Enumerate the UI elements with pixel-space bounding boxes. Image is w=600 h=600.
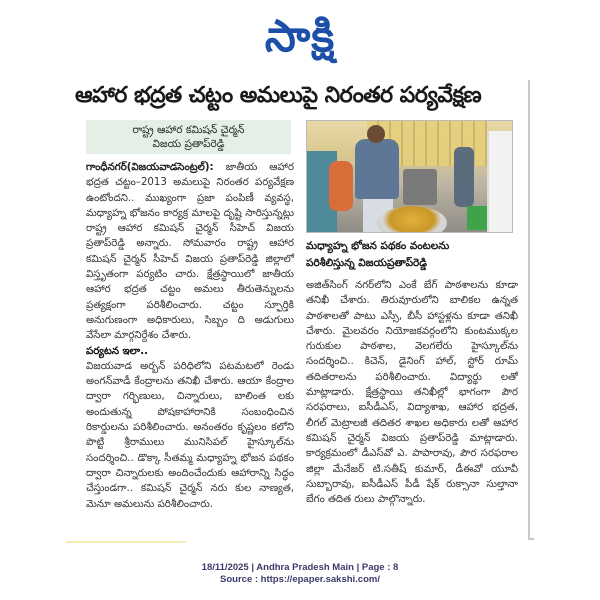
body-paragraph-3: అజిత్‌సింగ్ నగర్‌లోని ఎంకే బేగ్ పాఠశాలను కూడా తనిఖీ చేశారు. తిరువూరులోని బాలికల ఉన్నత పాఠశాలతో పాటు ఎస్సీ, బీసీ హాస్టళ్లను కూడా తనిఖీ చేశారు. మైలవరం నియోజకవర్గంలోని కుంటముక్కల గురుకుల పాఠశాల, వెలగలేరు హైస్కూల్‌ను సందర్శించి.. కిచెన్, డైనింగ్ హాల్, స్టోర్ రూమ్ తదితరాలను పరిశీలించారు. విద్యార్థు లతో మాట్లాడారు. క్షేత్రస్థాయి తనిఖీల్లో భాగంగా పౌర సరఫరాలు, ఐసీడీఎస్, విద్యాశాఖ, ఆహార భద్రత, లీగల్ మెట్రాలజీ తదితర శాఖల అధికారు లతో ఆహార కమిషన్ చైర్మన్ విజయ ప్రతాప్‌రెడ్డి మాట్లాడారు. కార్యక్రమంలో డీఎస్‌వో ఎ. పాపారావు, పౌర సరఫరాల జిల్లా మేనేజర్ టి.సతీష్ కుమార్, డీఈవో యూవీ సుబ్బారావు, ఐసీడీఎస్ పీడీ షేక్ రుక్సానా సుల్తానా బేగం తదిత రులు పాల్గొన్నారు. bbox=[306, 280, 518, 506]
footer-edition-info: 18/11/2025 | Andhra Pradesh Main | Page : 8 bbox=[201, 562, 399, 573]
article-column-left bbox=[86, 160, 294, 512]
footer-source-link[interactable]: Source : https://epaper.sakshi.com/ bbox=[220, 574, 380, 585]
photo-stove bbox=[403, 169, 437, 205]
photo-cooking-pot bbox=[377, 206, 447, 233]
masthead bbox=[0, 0, 600, 70]
subhead-line-2: విజయ ప్రతాప్‌రెడ్డి bbox=[152, 138, 225, 150]
article-column-right bbox=[306, 278, 518, 507]
sakshi-logo: సాక్షి bbox=[264, 11, 336, 62]
caption-line-1: మధ్యాహ్న భోజన పథకం వంటలను bbox=[306, 240, 450, 252]
clipping-footer bbox=[0, 562, 600, 586]
caption-line-2: పరిశీలిస్తున్న విజయప్రతాప్‌రెడ్డి bbox=[306, 257, 428, 269]
photo-person-right bbox=[487, 131, 513, 233]
section-heading: పర్యటన ఇలా.. bbox=[86, 345, 148, 357]
subhead-line-1: రాష్ట్ర ఆహార కమిషన్ చైర్మన్ bbox=[132, 124, 245, 136]
body-paragraph-1 bbox=[86, 160, 294, 344]
column-divider-rule-foot bbox=[528, 538, 534, 540]
photo-person-orange bbox=[329, 161, 353, 211]
photo-caption bbox=[306, 238, 516, 272]
photo-man-head bbox=[367, 125, 385, 143]
article-subhead bbox=[86, 120, 291, 154]
body-paragraph-2: విజయవాడ అర్బన్ పరిధిలోని పటమటలో రెండు అంగన్‌వాడీ కేంద్రాలను తనిఖీ చేశారు. ఆయా కేంద్రాల ద్వారా గర్భిణులు, చిన్నారులు, బాలింత లకు అందుతున్న పోషకాహారానికి సంబంధించిన రికార్డులను పరిశీలించారు. అనంతరం కృష్ణలం కలోని పొట్టి శ్రీరాములు మునిసిపల్ హైస్కూల్‌ను సందర్శించి.. డొక్కా సీతమ్మ మధ్యాహ్న భోజన పథకం ద్వారా చిన్నారులకు అందించేందుకు ఆహారాన్ని సిద్ధం చేస్తుండగా.. కమిషన్ చైర్మన్ నరు కుల నాణ్యత, మెనూ అమలును పరిశీలించారు. bbox=[86, 360, 294, 510]
paragraph-1-text: జాతీయ ఆహార భద్రత చట్టం–2013 అమలుపై నిరంతర పర్యవేక్షణ ఉంటోందని.. ముఖ్యంగా ప్రజా పంపిణీ వ్యవస్థ, మధ్యాహ్న భోజనం కార్యక్ర మాలపై దృష్టి సారిస్తున్నట్లు రాష్ట్ర ఆహార కమిషన్ చైర్మన్ సీహెచ్ విజయ ప్రతాప్‌రెడ్డి అన్నారు. సోమవారం రాష్ట్ర ఆహార కమిషన్ చైర్మన్ సీహెచ్ విజయ ప్రతాప్‌రెడ్డి జిల్లాలో విస్తృతంగా పర్యటిం చారు. క్షేత్రస్థాయిలో జాతీయ ఆహార భద్రత చట్టం అమలు తీరుతెన్నులను ప్రత్యక్షంగా పరిశీలించారు. చట్టం స్ఫూర్తికి అనుగుణంగా అధికారులు, సిబ్బం ది అడుగులు వేసేలా మార్గనిర్దేశం చేశారు. bbox=[86, 162, 294, 342]
column-divider-rule bbox=[528, 80, 530, 540]
photo-man-body bbox=[355, 139, 399, 199]
accent-divider bbox=[66, 541, 186, 543]
dateline: గాంధీనగర్(విజయవాడసెంట్రల్): bbox=[86, 162, 214, 173]
article-photo bbox=[306, 120, 513, 233]
article-headline: ఆహార భద్రత చట్టం అమలుపై నిరంతర పర్యవేక్షణ bbox=[75, 83, 482, 108]
photo-person-woman bbox=[454, 147, 474, 207]
photo-crate bbox=[467, 206, 489, 230]
